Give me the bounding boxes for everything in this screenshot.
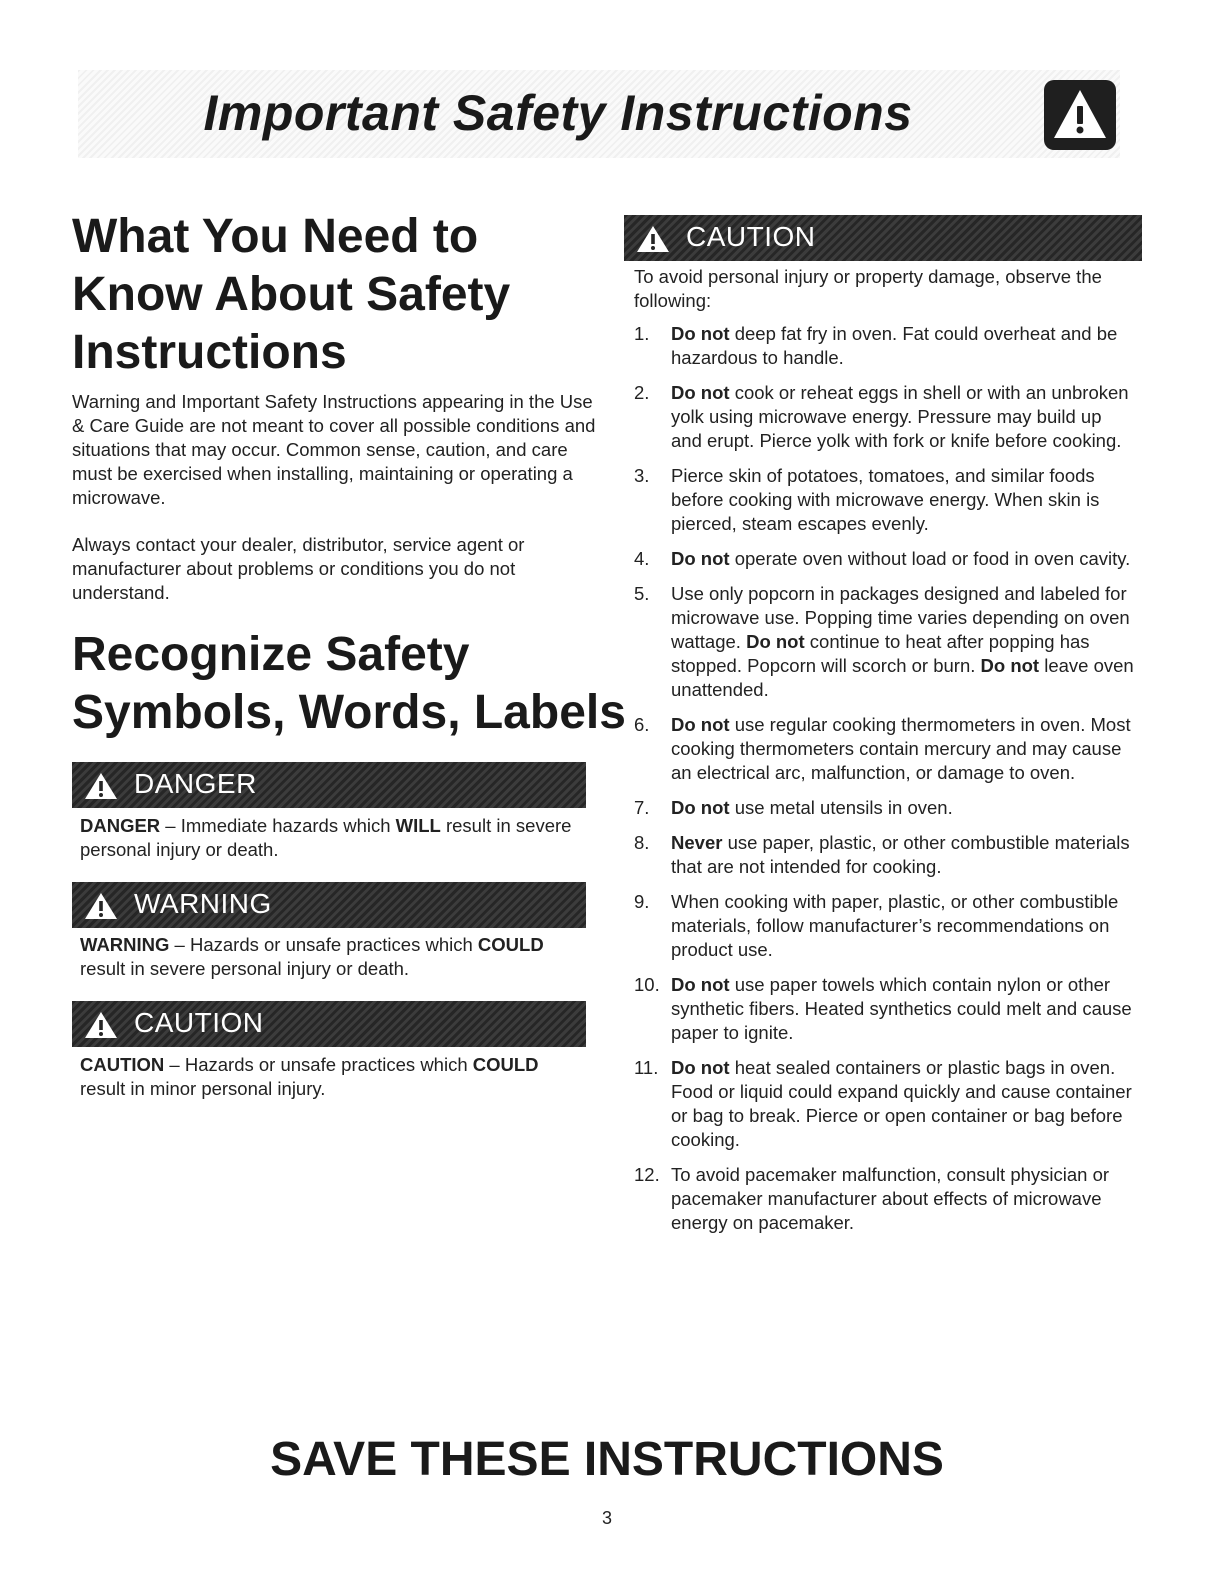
list-item: 9. When cooking with paper, plastic, or other combustible materials, follow manufacturer’s recommendations on product use.: [634, 891, 1119, 960]
caution-box-header: [624, 215, 1142, 261]
list-item: 4. Do not operate oven without load or food in oven cavity.: [634, 548, 1131, 569]
symbols-heading: [72, 626, 626, 742]
warning-emphasis: COULD: [477, 934, 544, 955]
safety-heading: [72, 208, 510, 382]
danger-signal-word: DANGER: [134, 768, 257, 799]
safety-paragraph-1: Warning and Important Safety Instructions appearing in the Use & Care Guide are not meant to cover all possible conditions and situations that may occur. Common sense, caution, and care must be exercised when installing, maintaining or operating a microwave.: [72, 391, 596, 508]
caution-signal-bar: [72, 1001, 586, 1047]
list-item: 8. Never use paper, plastic, or other combustible materials that are not intended for cooking.: [634, 832, 1130, 877]
list-item: 5. Use only popcorn in packages designed and labeled for microwave use. Popping time varies depending on oven wattage. Do not continue to heat after popping has stopped. Popcorn will scorch or burn. Do not leave oven unattended.: [634, 583, 1134, 700]
list-item: 7. Do not use metal utensils in oven.: [634, 797, 953, 818]
warning-triangle-icon: [636, 225, 670, 253]
caution-label: CAUTION: [80, 1054, 165, 1075]
warning-triangle-icon: [84, 892, 118, 920]
list-item: 10. Do not use paper towels which contain nylon or other synthetic fibers. Heated synthetics could melt and cause paper to ignite.: [634, 974, 1132, 1043]
warning-description: WARNING – Hazards or unsafe practices which COULD result in severe personal injury or death.: [80, 934, 544, 979]
danger-signal-bar: [72, 762, 586, 808]
caution-emphasis: COULD: [472, 1054, 539, 1075]
warning-signal-bar: [72, 882, 586, 928]
safety-heading-line-1: What You Need to: [72, 210, 479, 263]
warning-triangle-icon: [1044, 80, 1116, 150]
list-item: 2. Do not cook or reheat eggs in shell or with an unbroken yolk using microwave energy. Pressure may build up and erupt. Pierce yolk with fork or knife before cooking.: [634, 382, 1129, 451]
danger-emphasis: WILL: [395, 815, 441, 836]
list-item: 11. Do not heat sealed containers or plastic bags in oven. Food or liquid could expand quickly and cause container or bag to break. Pierce or open container or bag before cooking.: [634, 1057, 1132, 1150]
danger-label: DANGER: [80, 815, 161, 836]
warning-label: WARNING: [80, 934, 170, 955]
danger-description: DANGER – Immediate hazards which WILL result in severe personal injury or death.: [80, 815, 572, 860]
caution-box-intro: To avoid personal injury or property damage, observe the following:: [634, 266, 1102, 311]
caution-box-title: CAUTION: [686, 221, 816, 252]
caution-list: [634, 322, 1134, 1246]
symbols-heading-line-1: Recognize Safety: [72, 628, 470, 681]
list-item: 1. Do not deep fat fry in oven. Fat could overheat and be hazardous to handle.: [634, 323, 1118, 368]
safety-heading-line-2: Know About Safety: [72, 268, 511, 321]
symbols-heading-line-2: Symbols, Words, Labels: [72, 686, 626, 739]
safety-heading-line-3: Instructions: [72, 326, 347, 379]
warning-triangle-icon: [84, 772, 118, 800]
warning-triangle-icon: [84, 1011, 118, 1039]
list-item: 12. To avoid pacemaker malfunction, consult physician or pacemaker manufacturer about effects of microwave energy on pacemaker.: [634, 1164, 1110, 1233]
list-item: 6. Do not use regular cooking thermometers in oven. Most cooking thermometers contain mercury and may cause an electrical arc, malfunction, or damage to oven.: [634, 714, 1131, 783]
title-banner: [78, 70, 1120, 158]
warning-signal-word: WARNING: [134, 888, 272, 919]
page-title: Important Safety Instructions: [203, 85, 913, 141]
list-item: 3. Pierce skin of potatoes, tomatoes, and similar foods before cooking with microwave energy. When skin is pierced, steam escapes evenly.: [634, 465, 1100, 534]
safety-paragraph-2: Always contact your dealer, distributor, service agent or manufacturer about problems or conditions you do not understand.: [72, 534, 525, 603]
page-number: 3: [601, 1508, 612, 1528]
caution-description: CAUTION – Hazards or unsafe practices which COULD result in minor personal injury.: [80, 1054, 539, 1099]
save-instructions-footer: SAVE THESE INSTRUCTIONS: [270, 1433, 944, 1486]
caution-signal-word: CAUTION: [134, 1007, 264, 1038]
